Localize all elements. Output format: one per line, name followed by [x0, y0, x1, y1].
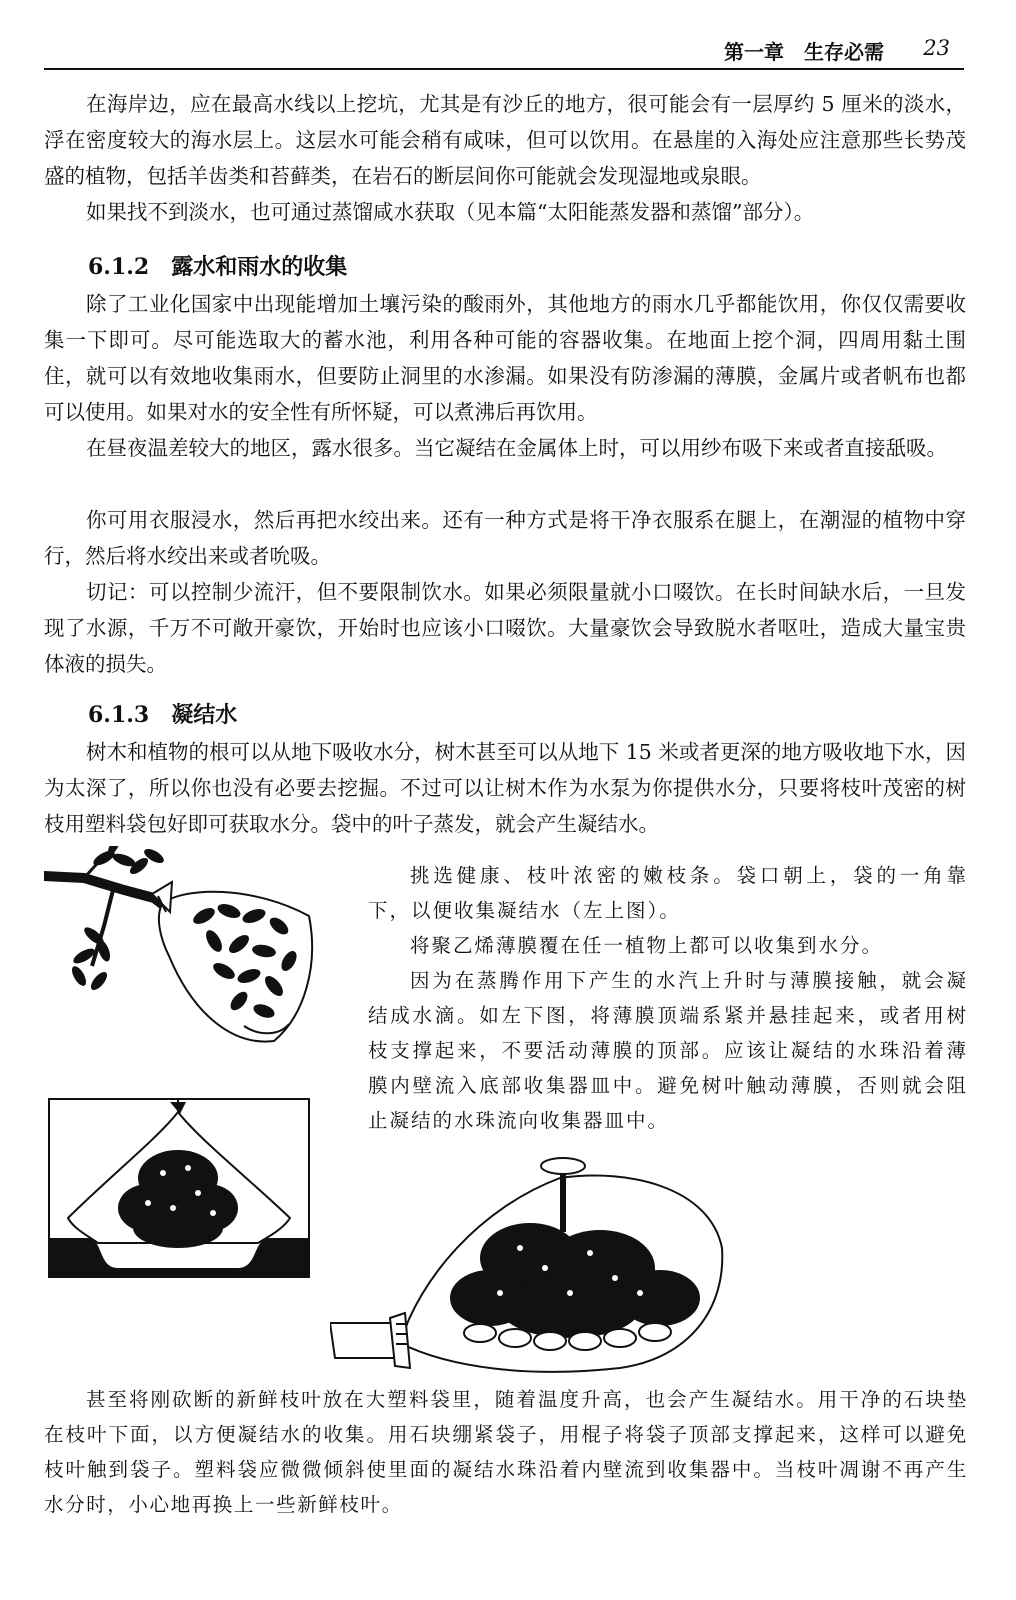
paragraph-condensation: 树木和植物的根可以从地下吸收水分，树木甚至可以从地下 15 米或者更深的地方吸收地下水，因为太深了，所以你也没有必要去挖掘。不过可以让树木作为水泵为你提供水分，只要将枝叶茂密的树枝用塑料袋包好即可获取水分。袋中的叶子蒸发，就会产生凝结水。	[44, 740, 966, 836]
paragraph-dew: 在昼夜温差较大的地区，露水很多。当它凝结在金属体上时，可以用纱布吸下来或者直接舐吸。	[86, 436, 947, 460]
paragraph-distill: 如果找不到淡水，也可通过蒸馏咸水获取（见本篇“太阳能蒸发器和蒸馏”部分）。	[86, 200, 815, 224]
paragraph-fresh-leaves-bag: 甚至将刚砍断的新鲜枝叶放在大塑料袋里，随着温度升高，也会产生凝结水。用干净的石块垫在枝叶下面，以方便凝结水的收集。用石块绷紧袋子，用棍子将袋子顶部支撑起来，这样可以避免枝叶触到袋子。塑料袋应微微倾斜使里面的凝结水珠沿着内壁流到收集器中。当枝叶凋谢不再产生水分时，小心地再换上一些新鲜枝叶。	[44, 1388, 968, 1516]
section-heading-6-1-2: 6.1.2 露水和雨水的收集	[88, 254, 348, 280]
paragraph-caution: 切记：可以控制少流汗，但不要限制饮水。如果必须限量就小口啜饮。在长时间缺水后，一旦发现了水源，千万不可敞开豪饮，开始时也应该小口啜饮。大量豪饮会导致脱水者呕吐，造成大量宝贵体液的损失。	[44, 580, 966, 676]
illustration-caption-text	[368, 858, 968, 1138]
caption-paragraph-2: 将聚乙烯薄膜覆在任一植物上都可以收集到水分。	[410, 934, 884, 957]
paragraph-rainwater: 除了工业化国家中出现能增加土壤污染的酸雨外，其他地方的雨水几乎都能饮用，你仅仅需要收集一下即可。尽可能选取大的蓄水池，利用各种可能的容器收集。在地面上挖个洞，四周用黏土围住，就可以有效地收集雨水，但要防止洞里的水渗漏。如果没有防渗漏的薄膜，金属片或者帆布也都可以使用。如果对水的安全性有所怀疑，可以煮沸后再饮用。	[44, 292, 966, 424]
paragraph-clothes: 你可用衣服浸水，然后再把水绞出来。还有一种方式是将干净衣服系在腿上，在潮湿的植物中穿行，然后将水绞出来或者吮吸。	[44, 508, 966, 568]
tree-branch-bag-illustration	[44, 846, 324, 1046]
running-header	[44, 30, 964, 70]
paragraph-coast-water: 在海岸边，应在最高水线以上挖坑，尤其是有沙丘的地方，很可能会有一层厚约 5 厘米的淡水，浮在密度较大的海水层上。这层水可能会稍有咸味，但可以饮用。在悬崖的入海处应注意那些长势茂盛的植物，包括羊齿类和苔藓类，在岩石的断层间你可能就会发现湿地或泉眼。	[44, 92, 966, 188]
plastic-sheet-over-plant-illustration	[48, 1098, 310, 1278]
section-heading-6-1-3: 6.1.3 凝结水	[88, 702, 238, 728]
leaves-in-bag-illustration	[330, 1128, 750, 1378]
caption-paragraph-1: 挑选健康、枝叶浓密的嫩枝条。袋口朝上，袋的一角靠下，以便收集凝结水（左上图）。	[368, 864, 968, 922]
chapter-title: 第一章 生存必需	[724, 40, 884, 64]
caption-paragraph-3: 因为在蒸腾作用下产生的水汽上升时与薄膜接触，就会凝结成水滴。如左下图，将薄膜顶端系紧并悬挂起来，或者用树枝支撑起来，不要活动薄膜的顶部。应该让凝结的水珠沿着薄膜内壁流入底部收集器皿中。避免树叶触动薄膜，否则就会阻止凝结的水珠流向收集器皿中。	[368, 969, 968, 1132]
page-number: 23	[923, 36, 950, 60]
